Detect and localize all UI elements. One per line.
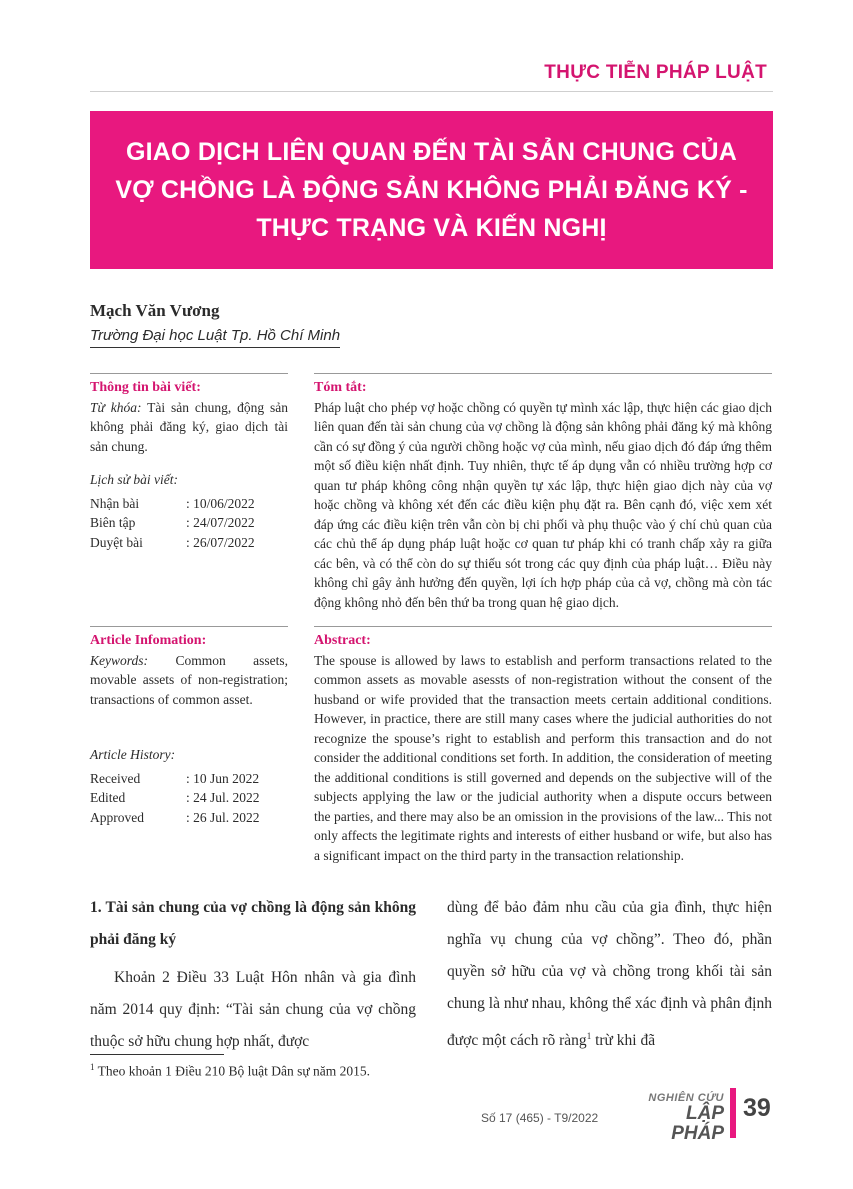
title-line: THỰC TRẠNG VÀ KIẾN NGHỊ [256,214,607,242]
en-keywords [90,651,288,710]
journal-logo [632,1092,724,1144]
vi-keywords-text: Tài sản chung, động sản không phải đăng ký, giao dịch tài sản chung. [90,399,288,454]
logo-line-2: LẬP PHÁP [671,1103,724,1144]
history-label: Approved [90,809,144,825]
history-value: : 24 Jul. 2022 [186,790,260,805]
vi-history-row [90,494,288,514]
vi-summary-text: Pháp luật cho phép vợ hoặc chồng có quyền tự mình xác lập, thực hiện các giao dịch liên quan đến tài sản chung của vợ chồng là động sản không phải đăng ký mà không cần có sự đồng ý của người chồng hoặc vợ của mình, nếu giao dịch đó đáp ứng thêm một số điều kiện nhất định. Tuy nhiên, thực tế áp dụng vẫn có nhiều trường hợp cơ quan tư pháp không công nhận quyền tự xác lập, thực hiện giao dịch này của vợ hoặc chồng và không xét đến các điều kiện phụ đặt ra. Bên cạnh đó, việc xem xét đáp ứng các điều kiện trên vẫn còn bị chi phối và phụ thuộc vào ý chí chủ quan của các chủ thể áp dụng pháp luật hoặc cơ quan tư pháp khi có tranh chấp xảy ra giữa các bên, và có thể còn do sự thiếu sót trong các quy định của pháp luật… Điều này không chỉ gây ảnh hưởng đến quyền, lợi ích hợp pháp của cả vợ, chồng mà còn tác động không nhỏ đến bên thứ ba trong quan hệ giao dịch. [314,399,772,610]
history-value: : 10/06/2022 [186,495,255,511]
section-tag: THỰC TIỄN PHÁP LUẬT [544,62,767,83]
vi-keywords [90,398,288,457]
body-text: trừ khi đã [591,1032,656,1050]
footnote-text: Theo khoản 1 Điều 210 Bộ luật Dân sự năm 2015. [94,1063,371,1079]
footnote-rule [90,1054,224,1055]
en-info-heading: Article Infomation: [90,633,207,648]
en-keywords-text: Common assets, movable assets of non-registration; transactions of common asset. [90,652,288,707]
en-article-info [90,626,288,827]
vi-history-row [90,533,288,553]
history-value: : 26 Jul. 2022 [186,809,260,825]
logo-line-1: NGHIÊN CỨU [648,1092,724,1104]
title-band [90,111,773,269]
en-abstract-text: The spouse is allowed by laws to establish and perform transactions related to the common assets as movable asessts of non-registration without the consent of the husband or wife provided that the transaction meets certain additional conditions. However, in practice, there are still many cases where the judicial authorities do not recognize the spouse’s right to establish and perform this transaction and do not consider the additional conditions set forth. In addition, the consideration of meeting the additional conditions is still governed and depends on the subjective will of the subjects applying the law or the judicial authority when a dispute occurs between the parties, and there may also be an omission in the provisions of the law... This not only affects the legitimate rights and interests of either husband or wife, but also has a significant impact on the third party in the transaction relationship. [314,652,772,863]
en-abstract-heading: Abstract: [314,633,371,648]
footnote-ref: 1 [586,1031,592,1041]
footer-accent-bar [730,1088,736,1138]
history-label: Edited [90,790,126,805]
title-line: VỢ CHỒNG LÀ ĐỘNG SẢN KHÔNG PHẢI ĐĂNG KÝ - [115,176,748,204]
vi-history-title: Lịch sử bài viết: [90,472,178,487]
header-rule [90,91,773,92]
history-label: Nhận bài [90,495,140,511]
article-title [115,133,747,247]
author-name: Mạch Văn Vương [90,301,220,320]
body-right-column [447,892,772,1057]
history-label: Duyệt bài [90,534,143,550]
body-paragraph: Khoản 2 Điều 33 Luật Hôn nhân và gia đình năm 2014 quy định: “Tài sản chung của vợ chồng thuộc sở hữu chung hợp nhất, được [90,969,416,1050]
section-heading: 1. Tài sản chung của vợ chồng là động sản không phải đăng ký [90,899,416,948]
en-history-row [90,808,288,828]
en-keywords-label: Keywords: [90,652,148,668]
en-history-row [90,788,288,808]
en-history-title: Article History: [90,747,176,762]
issue-info: Số 17 (465) - T9/2022 [481,1111,599,1125]
body-left-column [90,892,416,1058]
vi-summary-heading: Tóm tắt: [314,380,367,395]
history-value: : 26/07/2022 [186,534,255,550]
title-line: GIAO DỊCH LIÊN QUAN ĐẾN TÀI SẢN CHUNG CỦA [126,138,737,166]
vi-summary [314,373,772,612]
vi-history-row [90,513,288,533]
vi-keywords-label: Từ khóa: [90,399,142,415]
body-paragraph [447,892,772,1057]
author-affiliation: Trường Đại học Luật Tp. Hồ Chí Minh [90,327,340,348]
history-value: : 24/07/2022 [186,515,255,530]
page-number: 39 [743,1094,771,1122]
body-text: dùng để bảo đảm nhu cầu của gia đình, thực hiện nghĩa vụ chung của vợ chồng”. Theo đó, phần quyền sở hữu của vợ và chồng trong khối tài sản chung là như nhau, không thể xác định và phân định được một cách rõ ràng [447,899,772,1050]
footnote [90,1062,370,1080]
vi-info-heading: Thông tin bài viết: [90,380,201,395]
history-label: Biên tập [90,515,136,530]
history-label: Received [90,770,141,786]
history-value: : 10 Jun 2022 [186,770,260,786]
vi-article-info [90,373,288,552]
en-history-row [90,769,288,789]
footnote-mark: 1 [90,1062,95,1072]
en-abstract [314,626,772,865]
